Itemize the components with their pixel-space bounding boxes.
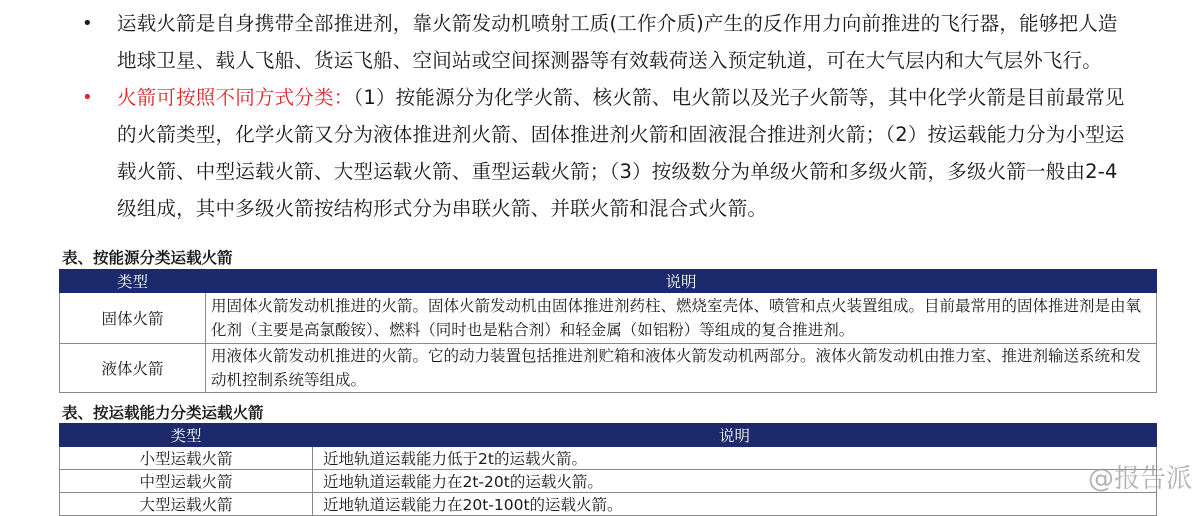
- cell-type: 大型运载火箭: [60, 493, 313, 516]
- bullet-dot: •: [82, 13, 93, 34]
- header-type: 类型: [60, 424, 313, 447]
- bullet-dot: •: [82, 87, 93, 108]
- cell-type: 固体火箭: [60, 293, 206, 344]
- table-caption-capacity: 表、按运载能力分类运载火箭: [62, 404, 264, 422]
- cell-desc: 近地轨道运载能力在20t-100t的运载火箭。: [313, 493, 1157, 516]
- table-row: [60, 293, 1157, 344]
- bullet-lead: 火箭可按照不同方式分类：: [117, 86, 354, 109]
- table-header-row: [60, 270, 1157, 293]
- table-row: [60, 447, 1157, 470]
- cell-desc: 用固体火箭发动机推进的火箭。固体火箭发动机由固体推进剂药柱、燃烧室壳体、喷管和点火装置组成。目前最常用的固体推进剂是由氧化剂（主要是高氯酸铵）、燃料（同时也是粘合剂）和轻金属（如铝粉）等组成的复合推进剂。: [206, 293, 1157, 344]
- cell-desc: 近地轨道运载能力在2t-20t的运载火箭。: [313, 470, 1157, 493]
- table-capacity-classification: [59, 423, 1157, 516]
- cell-type: 中型运载火箭: [60, 470, 313, 493]
- table-header-row: [60, 424, 1157, 447]
- table-row: [60, 493, 1157, 516]
- table-caption-energy: 表、按能源分类运载火箭: [62, 249, 233, 267]
- header-desc: 说明: [206, 270, 1157, 293]
- cell-type: 小型运载火箭: [60, 447, 313, 470]
- table-row: [60, 344, 1157, 393]
- bullet-body: （1）按能源分为化学火箭、核火箭、电火箭以及光子火箭等，其中化学火箭是目前最常见的火箭类型，化学火箭又分为液体推进剂火箭、固体推进剂火箭和固液混合推进剂火箭；（2）按运载能力分为小型运载火箭、中型运载火箭、大型运载火箭、重型运载火箭；（3）按级数分为单级火箭和多级火箭，多级火箭一般由2-4级组成，其中多级火箭按结构形式分为串联火箭、并联火箭和混合式火箭。: [117, 86, 1125, 220]
- bullet-text: [117, 79, 1137, 227]
- header-type: 类型: [60, 270, 206, 293]
- bullet-body: 运载火箭是自身携带全部推进剂，靠火箭发动机喷射工质(工作介质)产生的反作用力向前推进的飞行器，能够把人造地球卫星、载人飞船、货运飞船、空间站或空间探测器等有效载荷送入预定轨道，可在大气层内和大气层外飞行。: [117, 12, 1118, 72]
- cell-type: 液体火箭: [60, 344, 206, 393]
- cell-desc: 用液体火箭发动机推进的火箭。它的动力装置包括推进剂贮箱和液体火箭发动机两部分。液体火箭发动机由推力室、推进剂输送系统和发动机控制系统等组成。: [206, 344, 1157, 393]
- table-row: [60, 470, 1157, 493]
- bullet-text: [117, 5, 1137, 79]
- header-desc: 说明: [313, 424, 1157, 447]
- cell-desc: 近地轨道运载能力低于2t的运载火箭。: [313, 447, 1157, 470]
- watermark-logo: @报告派: [1087, 464, 1192, 494]
- table-energy-classification: [59, 269, 1157, 393]
